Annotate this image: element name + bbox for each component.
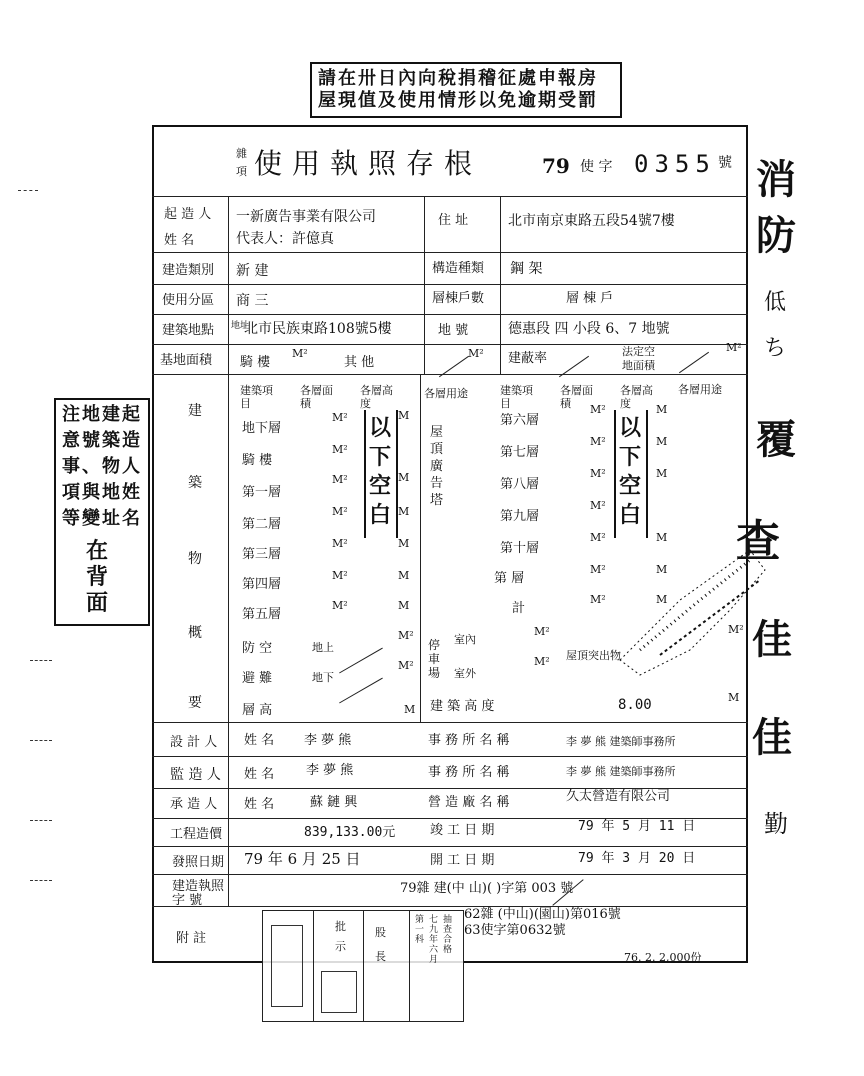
row-line: [152, 196, 748, 197]
row-line: [152, 374, 748, 375]
ink-smudge: [600, 540, 770, 680]
header-suffix: 號: [718, 155, 732, 171]
margin-mark: [30, 880, 52, 881]
supervisor-office: 李 夢 熊 建築師事務所: [566, 765, 676, 778]
supervisor-office-label: 事 務 所 名 稱: [428, 765, 510, 780]
row-line: [152, 284, 748, 285]
unit-m2: M²: [332, 473, 348, 486]
unit-m2: M²: [398, 659, 414, 672]
col-line: [228, 196, 229, 906]
completion-label: 竣 工 日 期: [430, 823, 495, 838]
unit-m2: M²: [590, 593, 606, 606]
notes-label: 附 註: [176, 931, 207, 946]
building-vlabel: 要: [188, 695, 202, 711]
cost-value: 839,133.00元: [304, 825, 396, 840]
under-ground-label: 地下: [312, 671, 334, 684]
stamp-hand-col: 抽查合格: [443, 915, 453, 955]
height-label: 建 築 高 度: [430, 699, 495, 714]
start-value: 79 年 3 月 20 日: [578, 851, 696, 866]
margin-char: 勤: [764, 810, 788, 838]
unit-m2: M²: [332, 505, 348, 518]
right-floor: 第十層: [500, 541, 540, 556]
left-floor: 第五層: [242, 607, 282, 622]
left-floor: 第二層: [242, 517, 282, 532]
header-year: 79: [542, 154, 570, 178]
unit-m2: M²: [332, 443, 348, 456]
row-line: [152, 846, 748, 847]
unit-m2: M²: [728, 623, 744, 636]
row-line: [152, 906, 748, 907]
unit-m: M: [398, 537, 410, 550]
margin-char: ち: [764, 336, 787, 361]
header-small-bottom: 項: [236, 165, 247, 178]
stamp-hand-col: 七九年六月: [429, 915, 439, 965]
parking-in: 室內: [454, 633, 476, 646]
address-label: 住 址: [438, 213, 469, 228]
left-floor: 第三層: [242, 547, 282, 562]
unit-m: M: [398, 409, 410, 422]
blank-right-text: 以下空白: [619, 415, 642, 528]
issue-label: 發照日期: [172, 855, 225, 870]
contractor-firm: 久太營造有限公司: [566, 789, 671, 804]
coverage-label: 建蔽率: [508, 351, 548, 366]
unit-m: M: [656, 531, 668, 544]
unit-m2: M²: [332, 537, 348, 550]
structure-value: 鋼 架: [510, 261, 543, 277]
issue-value: 79 年 6 月 25 日: [244, 850, 361, 868]
col-line: [500, 196, 501, 374]
side-line-5: 等變址名: [62, 508, 142, 529]
unit-m2: M²: [534, 655, 550, 668]
zone-label: 使用分區: [162, 293, 215, 308]
structure-label: 構造種類: [432, 261, 485, 276]
col-header-area: 各層面積: [300, 384, 333, 410]
contractor-firm-label: 營 造 廠 名 稱: [428, 795, 510, 810]
unit-m2: M²: [590, 403, 606, 416]
header-small-top: 雜: [236, 147, 247, 160]
stamp-line: [409, 911, 410, 1021]
side-hand-3: 面: [86, 590, 109, 616]
blank-left-text: 以下空白: [369, 415, 392, 528]
row-line: [152, 344, 748, 345]
stamp-seal: [321, 971, 357, 1013]
unit-m2: M²: [590, 499, 606, 512]
parking-out: 室外: [454, 667, 476, 680]
header-number: 0355: [634, 150, 716, 178]
unit-m2: M²: [590, 563, 606, 576]
side-line-3: 事、物人: [62, 456, 142, 477]
height-value: 8.00: [618, 697, 652, 713]
side-hand-1: 在: [86, 538, 109, 564]
print-info: 76. 2. 2,000份: [624, 951, 702, 964]
side-line-2: 意號築造: [62, 430, 142, 451]
notes-line2: 63使字第0632號: [464, 923, 566, 938]
right-floor: 第九層: [500, 509, 540, 524]
notes-line1: 62雜 (中山)(園山)第016號: [464, 907, 621, 922]
designer-label: 設 計 人: [170, 735, 218, 750]
unit-m: M: [656, 563, 668, 576]
left-floor: 第一層: [242, 485, 282, 500]
lot-label: 地 號: [438, 323, 469, 338]
permit-value: 79雜 建(中 山)( )字第 003 號: [400, 881, 574, 896]
side-notice-stamp: [54, 398, 150, 626]
row-line: [152, 722, 748, 723]
unit-m2: M²: [534, 625, 550, 638]
unit-m: M: [398, 569, 410, 582]
zone-value: 商 三: [236, 293, 269, 309]
unit-m2: M²: [590, 467, 606, 480]
open-space-label-1: 法定空: [622, 345, 655, 358]
applicant-company: 一新廣告事業有限公司: [236, 209, 376, 225]
designer-name-label: 姓 名: [244, 733, 275, 748]
applicant-label-top: 起 造 人: [164, 207, 212, 222]
base-qilou: 騎 樓: [240, 355, 271, 370]
col-header-height: 各層高度: [360, 384, 393, 410]
col-header-item-r: 建築項目: [500, 384, 533, 410]
review-stamp: [262, 910, 464, 1022]
blank-left-mark: [364, 410, 398, 538]
supervisor-label: 監 造 人: [170, 767, 221, 783]
lot-value: 德惠段 四 小段 6、7 地號: [508, 321, 670, 337]
margin-mark: [30, 740, 52, 741]
cost-label: 工程造價: [170, 827, 223, 842]
site-addr-small: 地址: [231, 321, 250, 331]
height-unit: M: [728, 691, 740, 704]
unit-m: M: [404, 703, 416, 716]
applicant-rep: 代表人：許億真: [236, 231, 334, 247]
margin-char: 低: [764, 290, 787, 315]
open-space-m2: M²: [726, 341, 742, 354]
left-floor: 第四層: [242, 577, 282, 592]
unit-m2: M²: [332, 569, 348, 582]
floors-label: 層棟戶數: [432, 291, 485, 306]
header-word-label: 使 字: [580, 159, 613, 175]
unit-m: M: [398, 471, 410, 484]
permit-label-2: 字 號: [172, 893, 203, 908]
right-floor: 第七層: [500, 445, 540, 460]
side-hand-2: 背: [86, 564, 109, 590]
base-m2a: M²: [292, 347, 308, 360]
supervisor-name-label: 姓 名: [244, 767, 275, 782]
margin-char: 消: [756, 156, 796, 203]
left-floor: 地下層: [242, 421, 282, 436]
start-label: 開 工 日 期: [430, 853, 495, 868]
unit-m: M: [656, 593, 668, 606]
stamp-char: 示: [335, 940, 346, 953]
unit-m2: M²: [332, 599, 348, 612]
base-other: 其 他: [344, 355, 375, 370]
designer-name: 李 夢 熊: [304, 733, 352, 748]
building-vlabel: 建: [188, 403, 202, 419]
building-vlabel: 築: [188, 475, 202, 491]
unit-m2: M²: [398, 629, 414, 642]
stamp-char: 股: [375, 926, 386, 939]
top-notice-stamp: [310, 62, 622, 118]
roof-out-label: 屋頂突出物: [566, 649, 621, 662]
build-type-label: 建造類別: [162, 263, 215, 278]
unit-m: M: [398, 505, 410, 518]
build-type-value: 新 建: [236, 263, 269, 279]
row-line: [152, 874, 748, 875]
right-floor: 第六層: [500, 413, 540, 428]
unit-m2: M²: [590, 435, 606, 448]
permit-label-1: 建造執照: [172, 879, 225, 894]
completion-value: 79 年 5 月 11 日: [578, 819, 696, 834]
applicant-label-bottom: 姓 名: [164, 233, 195, 248]
open-space-label-2: 地面積: [622, 359, 655, 372]
col-header-item: 建築項目: [240, 384, 273, 410]
right-floor: 第八層: [500, 477, 540, 492]
margin-mark: [30, 820, 52, 821]
stamp-line: [363, 911, 364, 1021]
supervisor-name: 李 夢 熊: [306, 763, 354, 778]
right-floor: 第 層: [494, 571, 525, 586]
col-header-area-r: 各層面積: [560, 384, 593, 410]
base-area-label: 基地面積: [160, 353, 213, 368]
col-header-use-r: 各層用途: [678, 383, 722, 396]
unit-m2: M²: [332, 411, 348, 424]
building-vlabel: 概: [188, 625, 202, 641]
use-text: 屋頂廣告塔: [430, 425, 444, 508]
top-notice-line2: 屋現值及使用情形以免逾期受罰: [318, 90, 598, 111]
address-value: 北市南京東路五段54號7樓: [508, 213, 675, 229]
form-title: 使用執照存根: [254, 147, 483, 180]
margin-char: 防: [756, 212, 796, 259]
contractor-name-label: 姓 名: [244, 797, 275, 812]
col-line: [424, 196, 425, 374]
col-header-use: 各層用途: [424, 387, 468, 400]
building-vlabel: 物: [188, 551, 202, 567]
above-ground-label: 地上: [312, 641, 334, 654]
stamp-char: 長: [375, 950, 386, 963]
margin-mark: [30, 660, 52, 661]
layer-height-label: 層 高: [242, 703, 273, 718]
base-m2b: M²: [468, 347, 484, 360]
evac-label: 避 難: [242, 671, 273, 686]
site-label: 建築地點: [162, 323, 215, 338]
margin-mark: [18, 190, 38, 191]
stamp-line: [313, 911, 314, 1021]
designer-office: 李 夢 熊 建築師事務所: [566, 735, 676, 748]
contractor-name: 蘇 鏈 興: [310, 795, 358, 810]
unit-m: M: [656, 467, 668, 480]
side-line-4: 項與地姓: [62, 482, 142, 503]
blank-right-mark: [614, 410, 648, 538]
designer-office-label: 事 務 所 名 稱: [428, 733, 510, 748]
row-line: [152, 756, 748, 757]
unit-m: M: [656, 403, 668, 416]
left-floor: 騎 樓: [242, 453, 273, 468]
margin-char: 佳: [752, 616, 792, 663]
margin-char: 查: [736, 516, 780, 567]
unit-m: M: [656, 435, 668, 448]
row-line: [152, 314, 748, 315]
parking-label: 停車場: [428, 638, 441, 680]
stamp-char: 批: [335, 920, 346, 933]
col-line: [420, 374, 421, 722]
contractor-label: 承 造 人: [170, 797, 218, 812]
col-header-height-r: 各層高度: [620, 384, 653, 410]
stamp-seal: [271, 925, 303, 1007]
right-floor: 計: [512, 601, 526, 616]
site-value: 北市民族東路108號5樓: [244, 321, 392, 337]
floors-value: 層 棟 戶: [566, 291, 614, 306]
unit-m: M: [398, 599, 410, 612]
unit-m2: M²: [590, 531, 606, 544]
margin-char: 覆: [756, 416, 796, 463]
top-notice-line1: 請在卅日內向稅捐稽征處申報房: [318, 68, 598, 89]
margin-char: 佳: [752, 714, 792, 761]
stamp-hand-col: 第一科: [415, 915, 425, 945]
air-raid-label: 防 空: [242, 641, 273, 656]
side-line-1: 注地建起: [62, 404, 142, 425]
row-line: [152, 252, 748, 253]
